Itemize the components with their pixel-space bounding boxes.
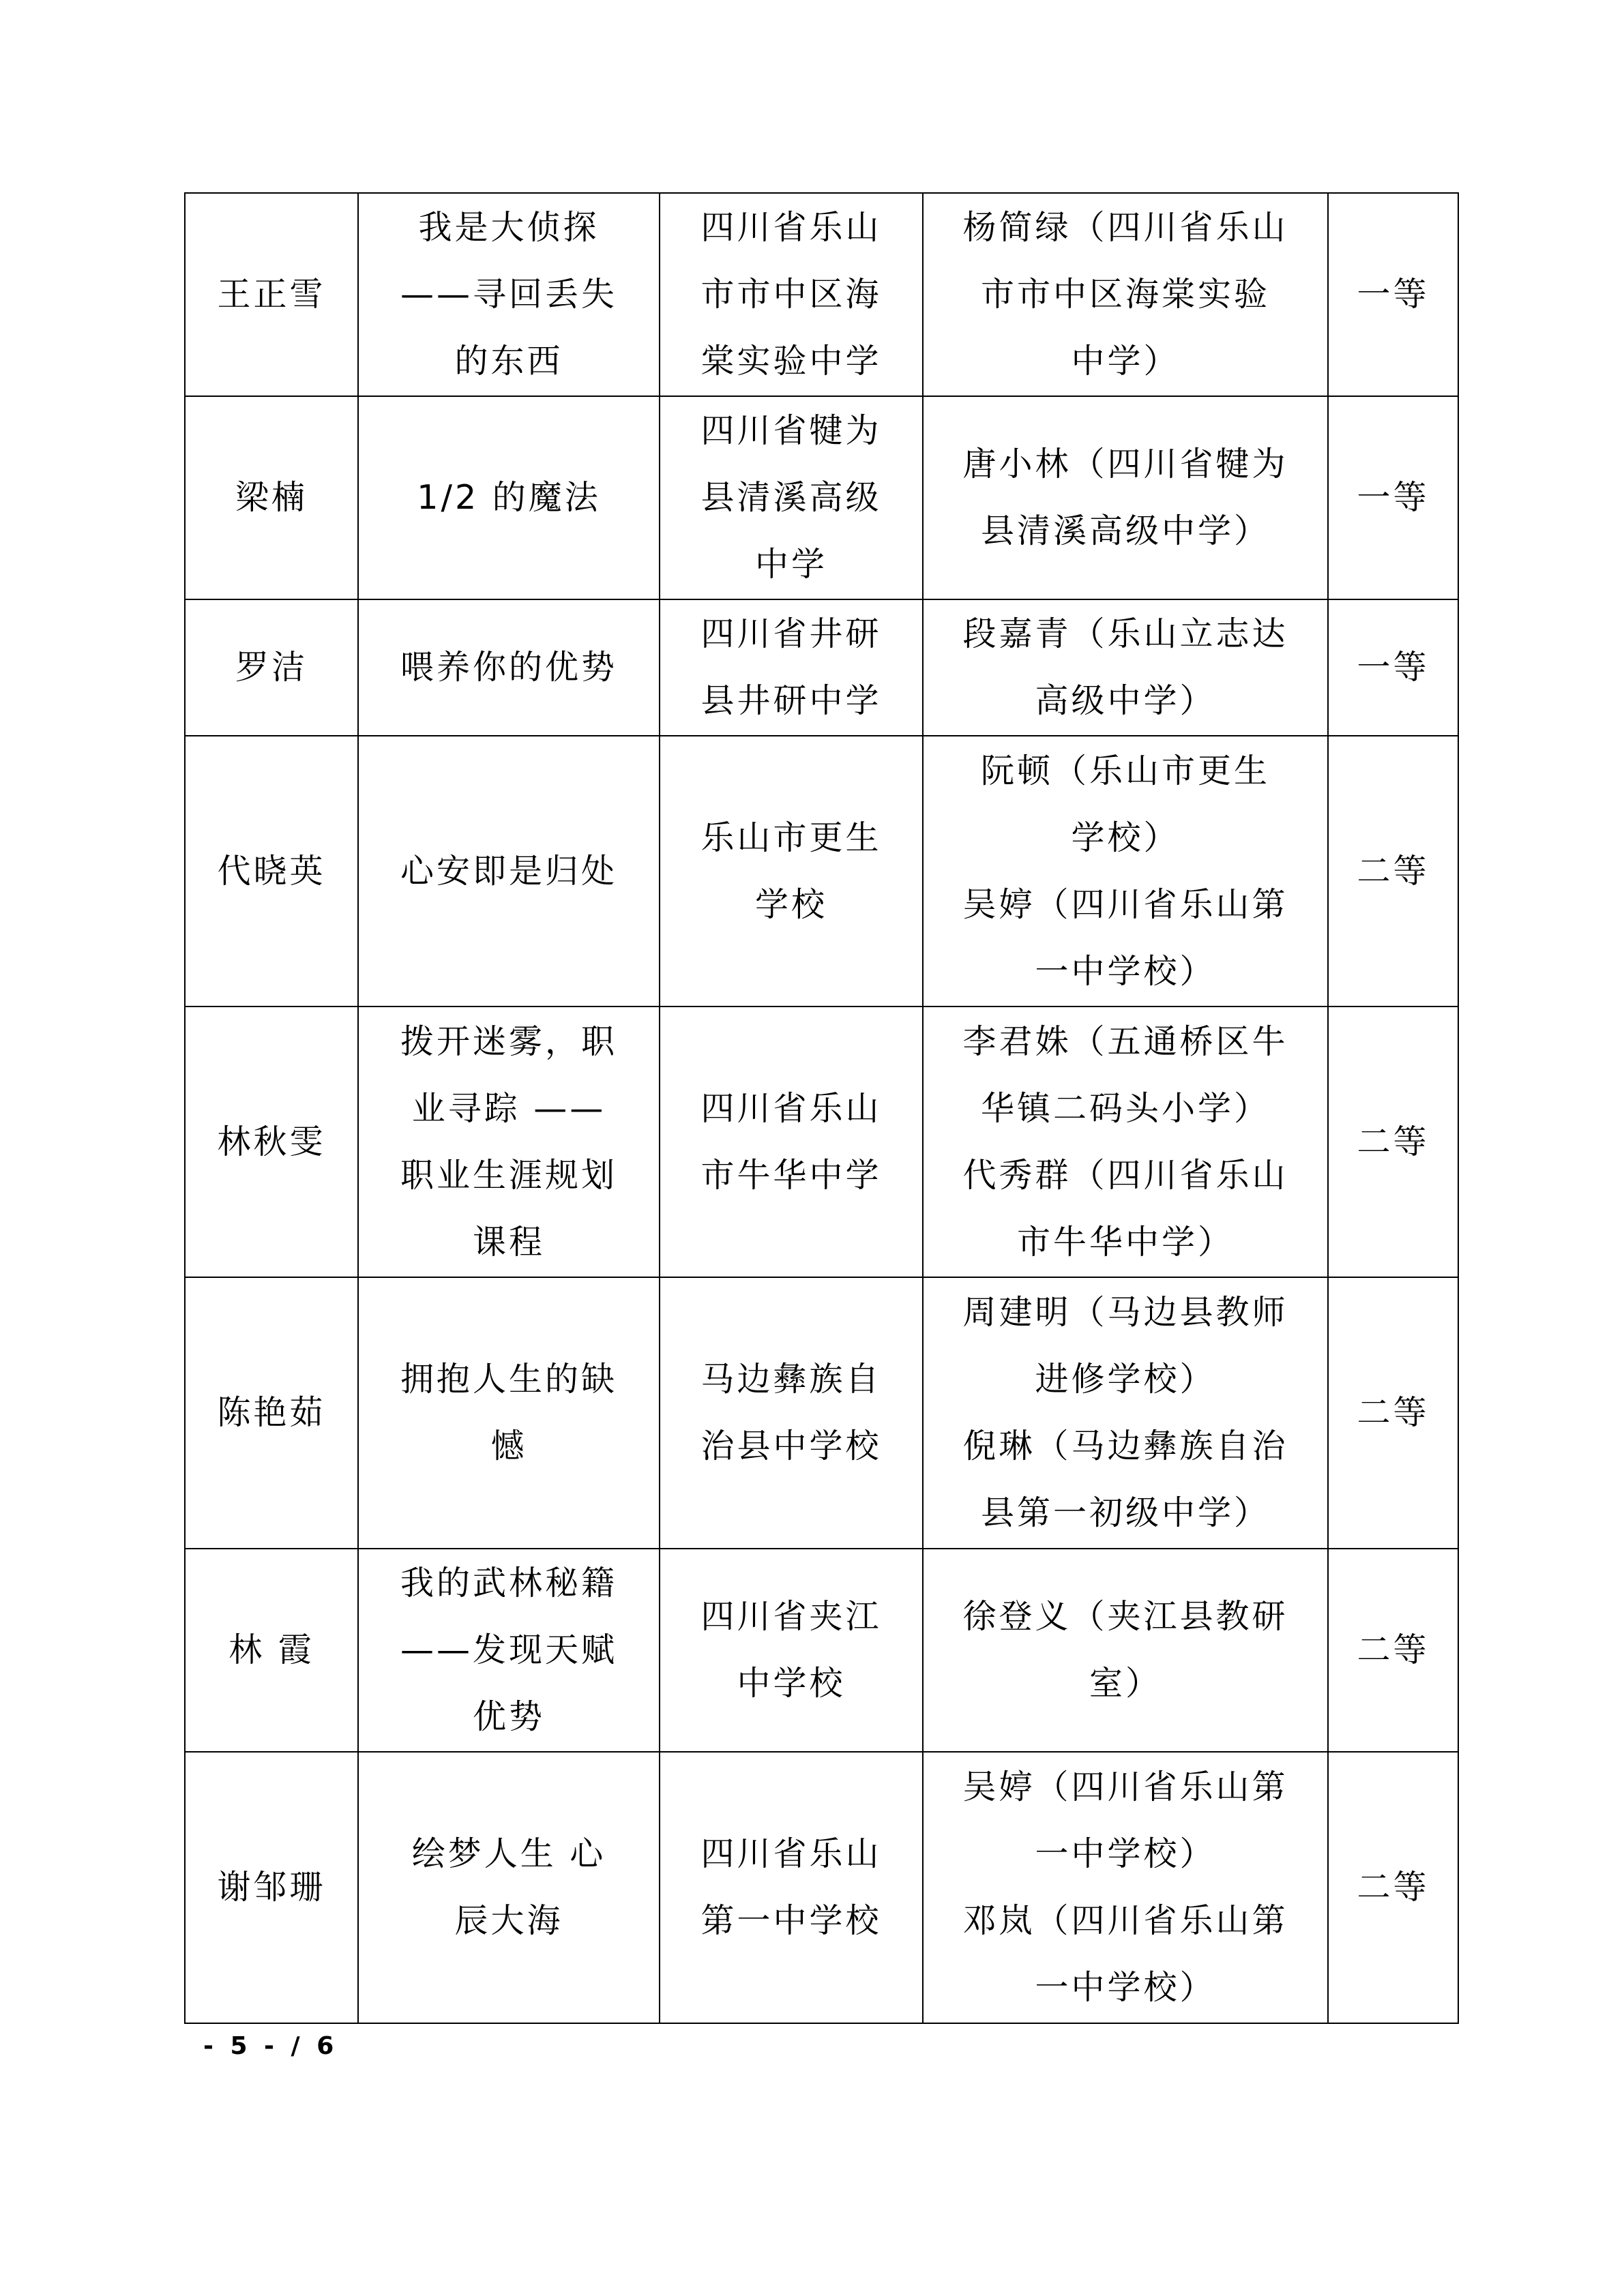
award-cell: 二等 xyxy=(1328,1549,1458,1752)
student-name-cell: 陈艳茹 xyxy=(185,1277,358,1549)
mentor-cell: 段嘉青（乐山立志达 高级中学） xyxy=(923,599,1328,736)
table-row xyxy=(185,1549,1458,1752)
school-cell: 四川省乐山 第一中学校 xyxy=(660,1752,923,2023)
table-row xyxy=(185,193,1458,396)
award-cell: 一等 xyxy=(1328,396,1458,599)
mentor-cell: 杨简绿（四川省乐山 市市中区海棠实验 中学） xyxy=(923,193,1328,396)
lesson-title-cell: 我是大侦探 ——寻回丢失 的东西 xyxy=(358,193,660,396)
lesson-title-cell: 拨开迷雾，职 业寻踪 —— 职业生涯规划 课程 xyxy=(358,1007,660,1277)
award-cell: 二等 xyxy=(1328,1007,1458,1277)
school-cell: 四川省夹江 中学校 xyxy=(660,1549,923,1752)
table-row xyxy=(185,1007,1458,1277)
lesson-title-cell: 拥抱人生的缺 憾 xyxy=(358,1277,660,1549)
award-cell: 二等 xyxy=(1328,1277,1458,1549)
student-name-cell: 梁楠 xyxy=(185,396,358,599)
award-cell: 二等 xyxy=(1328,1752,1458,2023)
page-number: - 5 - / 6 xyxy=(203,2032,338,2060)
student-name-cell: 谢邹珊 xyxy=(185,1752,358,2023)
mentor-cell: 李君姝（五通桥区牛 华镇二码头小学） 代秀群（四川省乐山 市牛华中学） xyxy=(923,1007,1328,1277)
lesson-title-cell: 心安即是归处 xyxy=(358,736,660,1007)
award-cell: 一等 xyxy=(1328,599,1458,736)
table-row xyxy=(185,1752,1458,2023)
student-name-cell: 罗洁 xyxy=(185,599,358,736)
school-cell: 四川省乐山 市牛华中学 xyxy=(660,1007,923,1277)
school-cell: 四川省井研 县井研中学 xyxy=(660,599,923,736)
student-name-cell: 王正雪 xyxy=(185,193,358,396)
student-name-cell: 代晓英 xyxy=(185,736,358,1007)
mentor-cell: 周建明（马边县教师 进修学校） 倪琳（马边彝族自治 县第一初级中学） xyxy=(923,1277,1328,1549)
student-name-cell: 林 霞 xyxy=(185,1549,358,1752)
mentor-cell: 阮顿（乐山市更生 学校） 吴婷（四川省乐山第 一中学校） xyxy=(923,736,1328,1007)
lesson-title-cell: 绘梦人生 心 辰大海 xyxy=(358,1752,660,2023)
student-name-cell: 林秋雯 xyxy=(185,1007,358,1277)
school-cell: 乐山市更生 学校 xyxy=(660,736,923,1007)
mentor-cell: 吴婷（四川省乐山第 一中学校） 邓岚（四川省乐山第 一中学校） xyxy=(923,1752,1328,2023)
lesson-title-cell: 我的武林秘籍 ——发现天赋 优势 xyxy=(358,1549,660,1752)
mentor-cell: 唐小林（四川省犍为 县清溪高级中学） xyxy=(923,396,1328,599)
table-row xyxy=(185,1277,1458,1549)
table-row xyxy=(185,396,1458,599)
award-cell: 一等 xyxy=(1328,193,1458,396)
lesson-title-cell: 喂养你的优势 xyxy=(358,599,660,736)
table-row xyxy=(185,599,1458,736)
mentor-cell: 徐登义（夹江县教研 室） xyxy=(923,1549,1328,1752)
award-cell: 二等 xyxy=(1328,736,1458,1007)
lesson-title-cell: 1/2 的魔法 xyxy=(358,396,660,599)
school-cell: 四川省乐山 市市中区海 棠实验中学 xyxy=(660,193,923,396)
school-cell: 四川省犍为 县清溪高级 中学 xyxy=(660,396,923,599)
awards-table xyxy=(184,192,1459,2024)
table-row xyxy=(185,736,1458,1007)
school-cell: 马边彝族自 治县中学校 xyxy=(660,1277,923,1549)
